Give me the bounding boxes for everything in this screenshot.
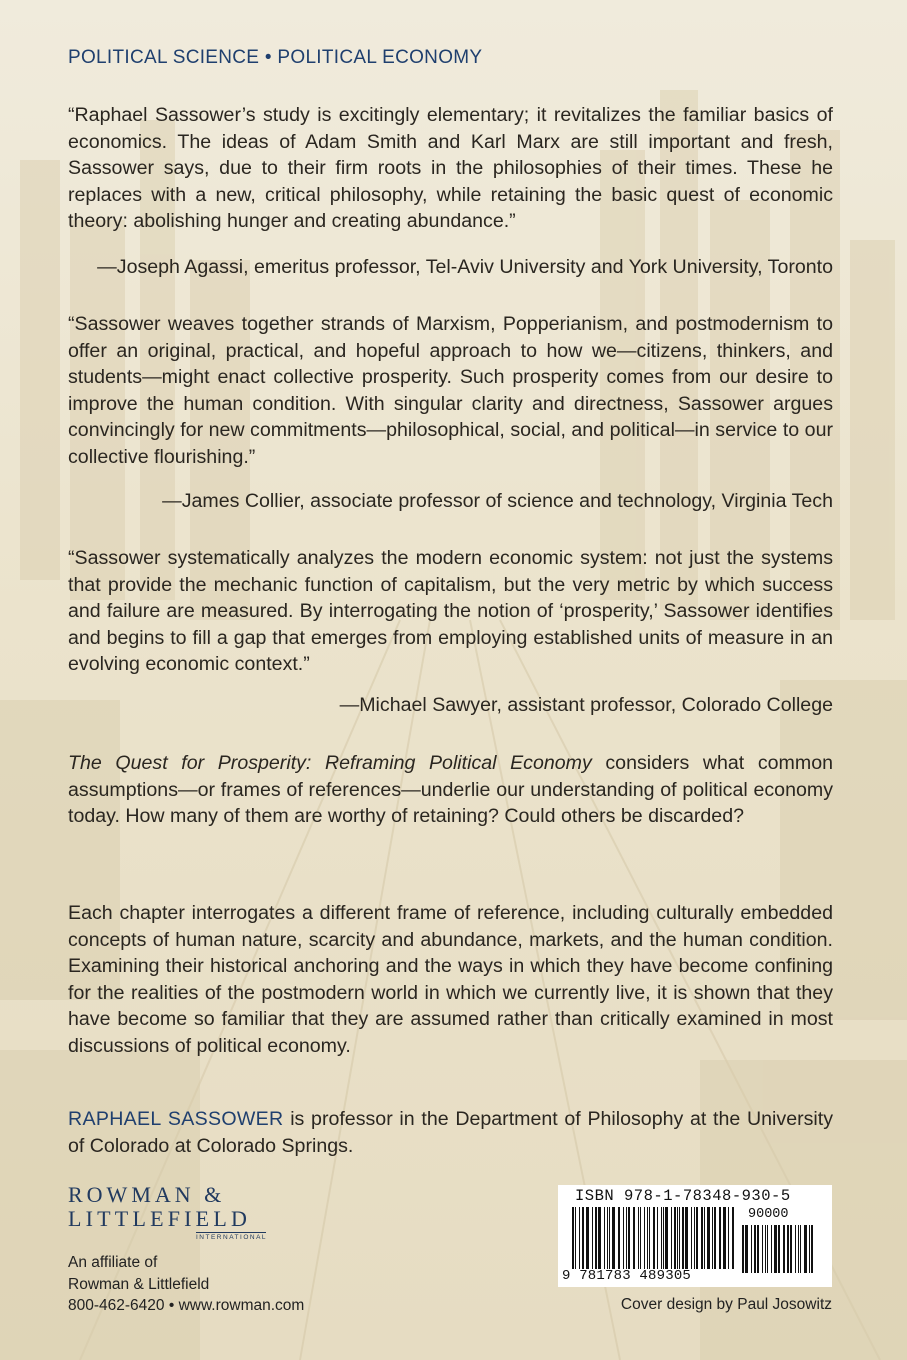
description-paragraph-2: Each chapter interrogates a different frame of reference, including culturally embedded concepts of human nature, scarcity and abundance, markets, and the human condition. Examining their historical anchoring and the ways in which they have become confining for the realities of the postmodern world in which we currently live, it is shown that they have become so familiar that they are assumed rather than critically examined in most discussions of political economy.: [68, 902, 833, 1057]
addon-bar: [767, 1225, 768, 1273]
barcode-bar: [677, 1207, 678, 1269]
addon-bar: [774, 1225, 777, 1273]
barcode-bar: [701, 1207, 703, 1269]
barcode-bar: [595, 1207, 597, 1269]
barcode-bar: [572, 1207, 574, 1269]
addon-bar: [754, 1225, 756, 1273]
addon-bar: [757, 1225, 759, 1273]
author-name: RAPHAEL SASSOWER: [68, 1108, 284, 1130]
barcode-bar: [707, 1207, 710, 1269]
addon-bar: [778, 1225, 780, 1273]
barcode-bar: [674, 1207, 676, 1269]
attribution-collier: —James Collier, associate professor of science and technology, Virginia Tech: [162, 490, 833, 512]
addon-bar: [751, 1225, 752, 1273]
barcode-bar: [592, 1207, 593, 1269]
barcode-bar: [723, 1207, 726, 1269]
cover-credit: Cover design by Paul Josowitz: [620, 1296, 832, 1313]
addon-bar: [798, 1225, 799, 1273]
attribution-sawyer: —Michael Sawyer, assistant professor, Colorado College: [339, 694, 833, 716]
barcode-bar: [582, 1207, 584, 1269]
barcode-bar: [714, 1207, 716, 1269]
barcode-bar: [609, 1207, 610, 1269]
barcode-bar: [626, 1207, 627, 1269]
publisher-logo: [68, 1183, 278, 1241]
barcode-bar: [663, 1207, 664, 1269]
addon-bar: [742, 1225, 744, 1273]
barcode-bar: [647, 1207, 648, 1269]
barcode-bar: [623, 1207, 624, 1269]
barcode-bar: [653, 1207, 655, 1269]
quote-collier: “Sassower weaves together strands of Marxism, Popperianism, and postmodernism to offer an original, practical, and hopeful approach to how we—citizens, thinkers, and students—might enact collective prosperity. Such prosperity comes from our desire to improve the human condition. With singular clarity and directness, Sassower argues convincingly for new commitments—philosophical, social, and political—in service to our collective flourishing.”: [68, 313, 833, 468]
addon-bar: [795, 1225, 796, 1273]
publisher-logo-international: INTERNATIONAL: [196, 1234, 268, 1241]
publisher-logo-line2: LITTLEFIELD: [68, 1206, 252, 1231]
barcode-bar: [640, 1207, 641, 1269]
category-label: POLITICAL SCIENCE • POLITICAL ECONOMY: [68, 47, 483, 68]
publisher-logo-line1: ROWMAN &: [68, 1182, 226, 1207]
addon-bar: [790, 1225, 792, 1273]
barcode-bar: [712, 1207, 713, 1269]
author-bio-text: is professor in the Department of Philosophy at the University of Colorado at Colorado Springs.: [68, 1108, 834, 1157]
barcode-bar: [728, 1207, 729, 1269]
barcode-bar: [579, 1207, 580, 1269]
barcode-bar: [644, 1207, 645, 1269]
quote-agassi: “Raphael Sassower’s study is excitingly elementary; it revitalizes the familiar basics of economics. The ideas of Adam Smith and Karl Marx are still important and fresh, Sassower says, due to their firm roots in the philosophies of their times. These he replaces with a new, critical philosophy, while retaining the basic quest of economic theory: abolishing hunger and creating abundance.”: [68, 104, 833, 232]
addon-bar: [745, 1225, 748, 1273]
barcode-bar: [679, 1207, 680, 1269]
barcode-bar: [732, 1207, 734, 1269]
author-bio: [68, 1106, 833, 1159]
barcode-digits: 9 781783 489305: [562, 1268, 692, 1284]
book-description: [68, 750, 833, 830]
description-text: considers what common assumptions—or frames of references—underlie our understanding of political economy today. How many of them are worthy of retaining? Could others be discarded?: [68, 752, 833, 827]
addon-bar: [771, 1225, 772, 1273]
barcode-bar: [604, 1207, 605, 1269]
barcode-bar: [671, 1207, 672, 1269]
barcode-bar: [618, 1207, 620, 1269]
barcode-bar: [704, 1207, 705, 1269]
barcode-bar: [657, 1207, 658, 1269]
addon-bar: [762, 1225, 763, 1273]
addon-bar: [783, 1225, 785, 1273]
barcode-bar: [661, 1207, 662, 1269]
price-code: 90000: [748, 1207, 789, 1222]
publisher-contact: 800-462-6420 • www.rowman.com: [68, 1297, 305, 1314]
affiliate-line1: An affiliate of: [68, 1254, 158, 1271]
barcode-bar: [685, 1207, 688, 1269]
quote-sawyer: “Sassower systematically analyzes the modern economic system: not just the systems that provide the mechanic function of capitalism, but the very metric by which success and failure are measured. By interrogating the notion of ‘prosperity,’ Sassower identifies and begins to fill a gap that emerges from employing established units of measure in an evolving economic context.”: [68, 547, 833, 675]
attribution-agassi: —Joseph Agassi, emeritus professor, Tel-Aviv University and York University, Toronto: [97, 256, 833, 278]
addon-bar: [787, 1225, 789, 1273]
barcode-bar: [649, 1207, 650, 1269]
barcode-bar: [586, 1207, 589, 1269]
barcode-bar: [719, 1207, 721, 1269]
addon-bar: [800, 1225, 801, 1273]
barcode-bar: [696, 1207, 698, 1269]
barcode-bar: [633, 1207, 635, 1269]
isbn-barcode: [558, 1185, 832, 1287]
isbn-text: ISBN 978-1-78348-930-5: [575, 1187, 791, 1205]
barcode-bar: [598, 1207, 601, 1269]
addon-bar: [765, 1225, 766, 1273]
barcode-bar: [575, 1207, 576, 1269]
barcode-bar: [665, 1207, 668, 1269]
affiliate-line2: Rowman & Littlefield: [68, 1275, 210, 1293]
barcode-bar: [628, 1207, 630, 1269]
addon-bar: [804, 1225, 807, 1273]
barcode-bar: [694, 1207, 695, 1269]
addon-bar: [811, 1225, 813, 1273]
barcode-bar: [612, 1207, 615, 1269]
book-title: The Quest for Prosperity: Reframing Political Economy: [68, 752, 592, 774]
barcode-bar: [638, 1207, 639, 1269]
barcode-bar: [607, 1207, 608, 1269]
barcode-bar: [691, 1207, 692, 1269]
addon-bar: [809, 1225, 810, 1273]
barcode-bar: [682, 1207, 684, 1269]
publisher-info: [68, 1252, 304, 1317]
